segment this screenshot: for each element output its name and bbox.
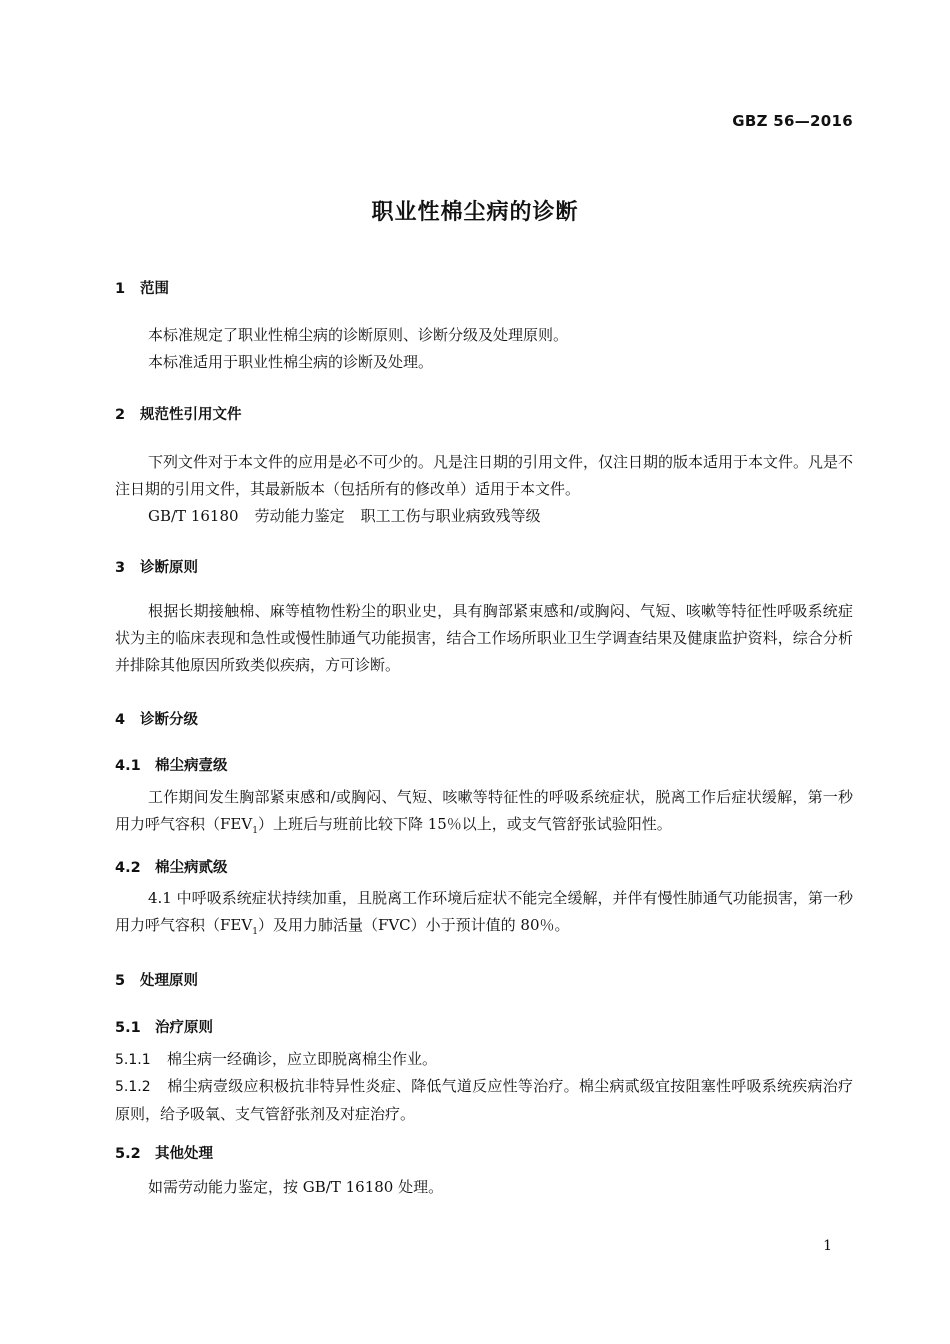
clause-text: 棉尘病一经确诊，应立即脱离棉尘作业。 [167,1050,438,1068]
subsection-number: 4.1 [115,758,141,774]
paragraph-text: 工作期间发生胸部紧束感和/或胸闷、气短、咳嗽等特征性的呼吸系统症状，脱离工作后症状缓解，第一秒用力呼气容积（FEV [115,788,853,833]
clause-5-1-1 [115,1046,853,1074]
paragraph: 本标准适用于职业性棉尘病的诊断及处理。 [148,353,434,371]
paragraph: 如需劳动能力鉴定，按 GB/T 16180 处理。 [148,1178,444,1196]
section-heading-1 [115,277,169,298]
reference-code: GB/T 16180 [148,507,239,525]
paragraph [115,885,853,946]
section-number: 3 [115,560,126,576]
section-heading-2 [115,403,242,424]
section-heading-4 [115,708,198,729]
subsection-title: 治疗原则 [155,1020,213,1036]
subsection-heading-4-1 [115,754,228,775]
clause-number: 5.1.2 [115,1079,151,1095]
subsection-title: 其他处理 [155,1146,213,1162]
subsection-heading-5-1 [115,1016,213,1037]
section-number: 2 [115,407,126,423]
section-number: 4 [115,712,126,728]
subsection-title: 棉尘病壹级 [155,758,228,774]
section-title: 处理原则 [140,973,198,989]
document-title: 职业性棉尘病的诊断 [371,200,579,225]
subscript: 1 [252,826,258,836]
reference-title-part: 劳动能力鉴定 [254,507,345,525]
paragraph [115,784,853,845]
section-title: 诊断分级 [140,712,198,728]
subsection-number: 5.2 [115,1146,141,1162]
paragraph: 根据长期接触棉、麻等植物性粉尘的职业史，具有胸部紧束感和/或胸闷、气短、咳嗽等特征性呼吸系统症状为主的临床表现和急性或慢性肺通气功能损害，结合工作场所职业卫生学调查结果及健康监护资料，综合分析并排除其他原因所致类似疾病，方可诊断。 [115,602,853,674]
subsection-heading-5-2 [115,1142,213,1163]
clause-number: 5.1.1 [115,1052,151,1068]
normative-reference [148,503,541,530]
clause-5-1-2 [115,1073,853,1128]
section-heading-5 [115,969,198,990]
section-number: 5 [115,973,126,989]
subsection-heading-4-2 [115,856,228,877]
paragraph-text: 4.1 中呼吸系统症状持续加重，且脱离工作环境后症状不能完全缓解，并伴有慢性肺通气功能损害，第一秒用力呼气容积（FEV [115,889,853,934]
paragraph-text: ）上班后与班前比较下降 15％以上，或支气管舒张试验阳性。 [257,815,672,833]
section-number: 1 [115,281,126,297]
paragraph: 下列文件对于本文件的应用是必不可少的。凡是注日期的引用文件，仅注日期的版本适用于本文件。凡是不注日期的引用文件，其最新版本（包括所有的修改单）适用于本文件。 [115,453,854,498]
section-title: 规范性引用文件 [140,407,242,423]
subsection-number: 5.1 [115,1020,141,1036]
section-title: 诊断原则 [140,560,198,576]
standard-code: GBZ 56—2016 [732,112,853,130]
subsection-number: 4.2 [115,860,141,876]
section-heading-3 [115,556,198,577]
reference-title-part: 职工工伤与职业病致残等级 [360,507,541,525]
clause-text: 棉尘病壹级应积极抗非特异性炎症、降低气道反应性等治疗。棉尘病贰级宜按阻塞性呼吸系统疾病治疗原则，给予吸氧、支气管舒张剂及对症治疗。 [115,1077,853,1123]
paragraph: 本标准规定了职业性棉尘病的诊断原则、诊断分级及处理原则。 [148,326,569,344]
subsection-title: 棉尘病贰级 [155,860,228,876]
subscript: 1 [252,927,258,937]
paragraph-text: ）及用力肺活量（FVC）小于预计值的 80％。 [257,916,570,934]
page-number: 1 [823,1238,832,1254]
section-title: 范围 [140,281,169,297]
